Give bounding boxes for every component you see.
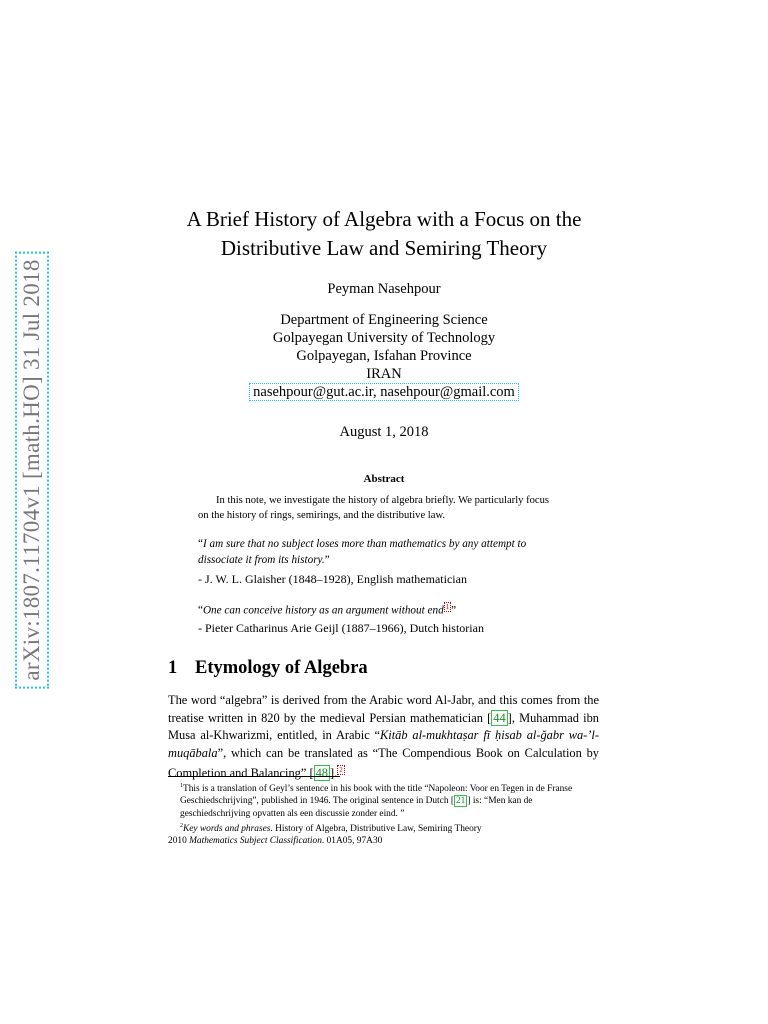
paragraph-text-2: , Muhammad ibn Musa al-Khwarizmi, entitled, in Arabic “ bbox=[168, 710, 599, 742]
abstract-heading: Abstract bbox=[363, 473, 405, 485]
affiliation-department: Department of Engineering Science bbox=[280, 312, 488, 328]
footnote-2-mark: 2 bbox=[180, 822, 183, 829]
footnote-1-text-a: This is a translation of Geyl’s sentence in his book with the title “Napoleon: Voor en Tegen in de Franse Geschiedschrijving”, published in 1946. The original sentence in Dutch bbox=[180, 784, 573, 807]
author-name: Peyman Nasehpour bbox=[327, 281, 441, 297]
arabic-title: Kitāb al-mukhtaṣar fī ḥisab al-ğabr wa-’l-muqābala bbox=[168, 728, 599, 760]
section-number: 1 bbox=[168, 658, 178, 678]
keywords-text: . History of Algebra, Distributive Law, Semiring Theory bbox=[270, 823, 482, 834]
title-line-1: A Brief History of Algebra with a Focus on the bbox=[186, 207, 582, 231]
msc-codes: . 01A05, 97A30 bbox=[321, 836, 383, 847]
affiliation-city: Golpayegan, Isfahan Province bbox=[296, 348, 472, 364]
paper-date: August 1, 2018 bbox=[339, 424, 429, 440]
section-paragraph: The word “algebra” is derived from the Arabic word Al-Jabr, and this comes from the treatise written in 820 by the medieval Persian mathematician [ 44 ], Muhammad ibn Musa al-Khwarizmi, entitled, in Arabic “Kitāb al-mukhtaṣar fī ḥisab al-ğabr wa-’l-muqābala”, which can be translated as “The Compendious Book on Calculation by Completion and Balancing” [ 48 ]. $^2$ bbox=[168, 693, 599, 781]
citation-44[interactable]: 44 bbox=[493, 710, 506, 725]
paragraph-text-3: ”, which can be translated as “The Compendious Book on Calculation by Completion and Balancing” bbox=[168, 745, 599, 781]
footnote-1-link[interactable]: 1 bbox=[445, 603, 450, 611]
paragraph-text-1: The word “algebra” is derived from the Arabic word Al-Jabr, and this comes from the treatise written in 820 by the medieval Persian mathematician bbox=[168, 693, 599, 725]
arxiv-stamp bbox=[0, 0, 44, 681]
footnote-2 bbox=[168, 820, 599, 835]
abstract-line-1: In this note, we investigate the history of algebra briefly. We particularly focus bbox=[216, 495, 550, 506]
citation-21[interactable]: 21 bbox=[455, 796, 466, 807]
quote-1-line-1: I am sure that no subject loses more than mathematics by any attempt to bbox=[202, 538, 527, 550]
quote-2-text: One can conceive history as an argument without end bbox=[202, 604, 444, 617]
affiliation-university: Golpayegan University of Technology bbox=[272, 330, 496, 346]
quote-1-line-2: dissociate it from its history. bbox=[198, 554, 325, 566]
msc-year: 2010 bbox=[168, 836, 190, 847]
footnote-rule bbox=[168, 776, 340, 777]
epigraph-quote-1: “I am sure that no subject loses more than mathematics by any attempt to dissociate it from its history.” bbox=[198, 538, 527, 566]
citation-48[interactable]: 48 bbox=[315, 766, 328, 781]
email-link[interactable]: nasehpour@gut.ac.ir, nasehpour@gmail.com bbox=[249, 383, 519, 401]
quote-1-attribution: - J. W. L. Glaisher (1848–1928), English mathematician bbox=[198, 572, 467, 586]
abstract-body bbox=[198, 494, 570, 523]
affiliation-block bbox=[0, 311, 768, 401]
affiliation-country: IRAN bbox=[366, 366, 402, 382]
footnote-2-link[interactable]: 2 bbox=[339, 766, 343, 774]
footnote-1-mark: 1 bbox=[180, 783, 183, 789]
paper-title bbox=[0, 205, 768, 263]
msc-classification bbox=[168, 835, 599, 847]
keywords-label: Key words and phrases bbox=[183, 823, 271, 834]
title-line-2: Distributive Law and Semiring Theory bbox=[220, 236, 548, 260]
epigraph-quote-2: “One can conceive history as an argument without end $^1$ ” bbox=[198, 603, 457, 617]
section-heading bbox=[168, 658, 368, 679]
abstract-line-2: on the history of rings, semirings, and the distributive law. bbox=[198, 509, 446, 521]
footnotes bbox=[168, 780, 599, 847]
footnote-1-text-b: is: “Men kan de geschiedschrijving opvatten als een discussie zonder eind. ” bbox=[180, 796, 533, 819]
arxiv-identifier[interactable]: arXiv:1807.11704v1 [math.HO] 31 Jul 2018 bbox=[15, 251, 49, 688]
section-title-text: Etymology of Algebra bbox=[195, 658, 368, 678]
quote-2-attribution: - Pieter Catharinus Arie Geijl (1887–1966), Dutch historian bbox=[198, 621, 484, 635]
footnote-1: $^1$This is a translation of Geyl’s sentence in his book with the title “Napoleon: Voor en Tegen in de Franse Geschiedschrijving”, published in 1946. The original sentence in Dutch [ 21 ] is: “Men kan de geschiedschrijving opvatten als een discussie zonder eind. ” bbox=[180, 783, 573, 819]
msc-label: Mathematics Subject Classification bbox=[189, 836, 322, 847]
